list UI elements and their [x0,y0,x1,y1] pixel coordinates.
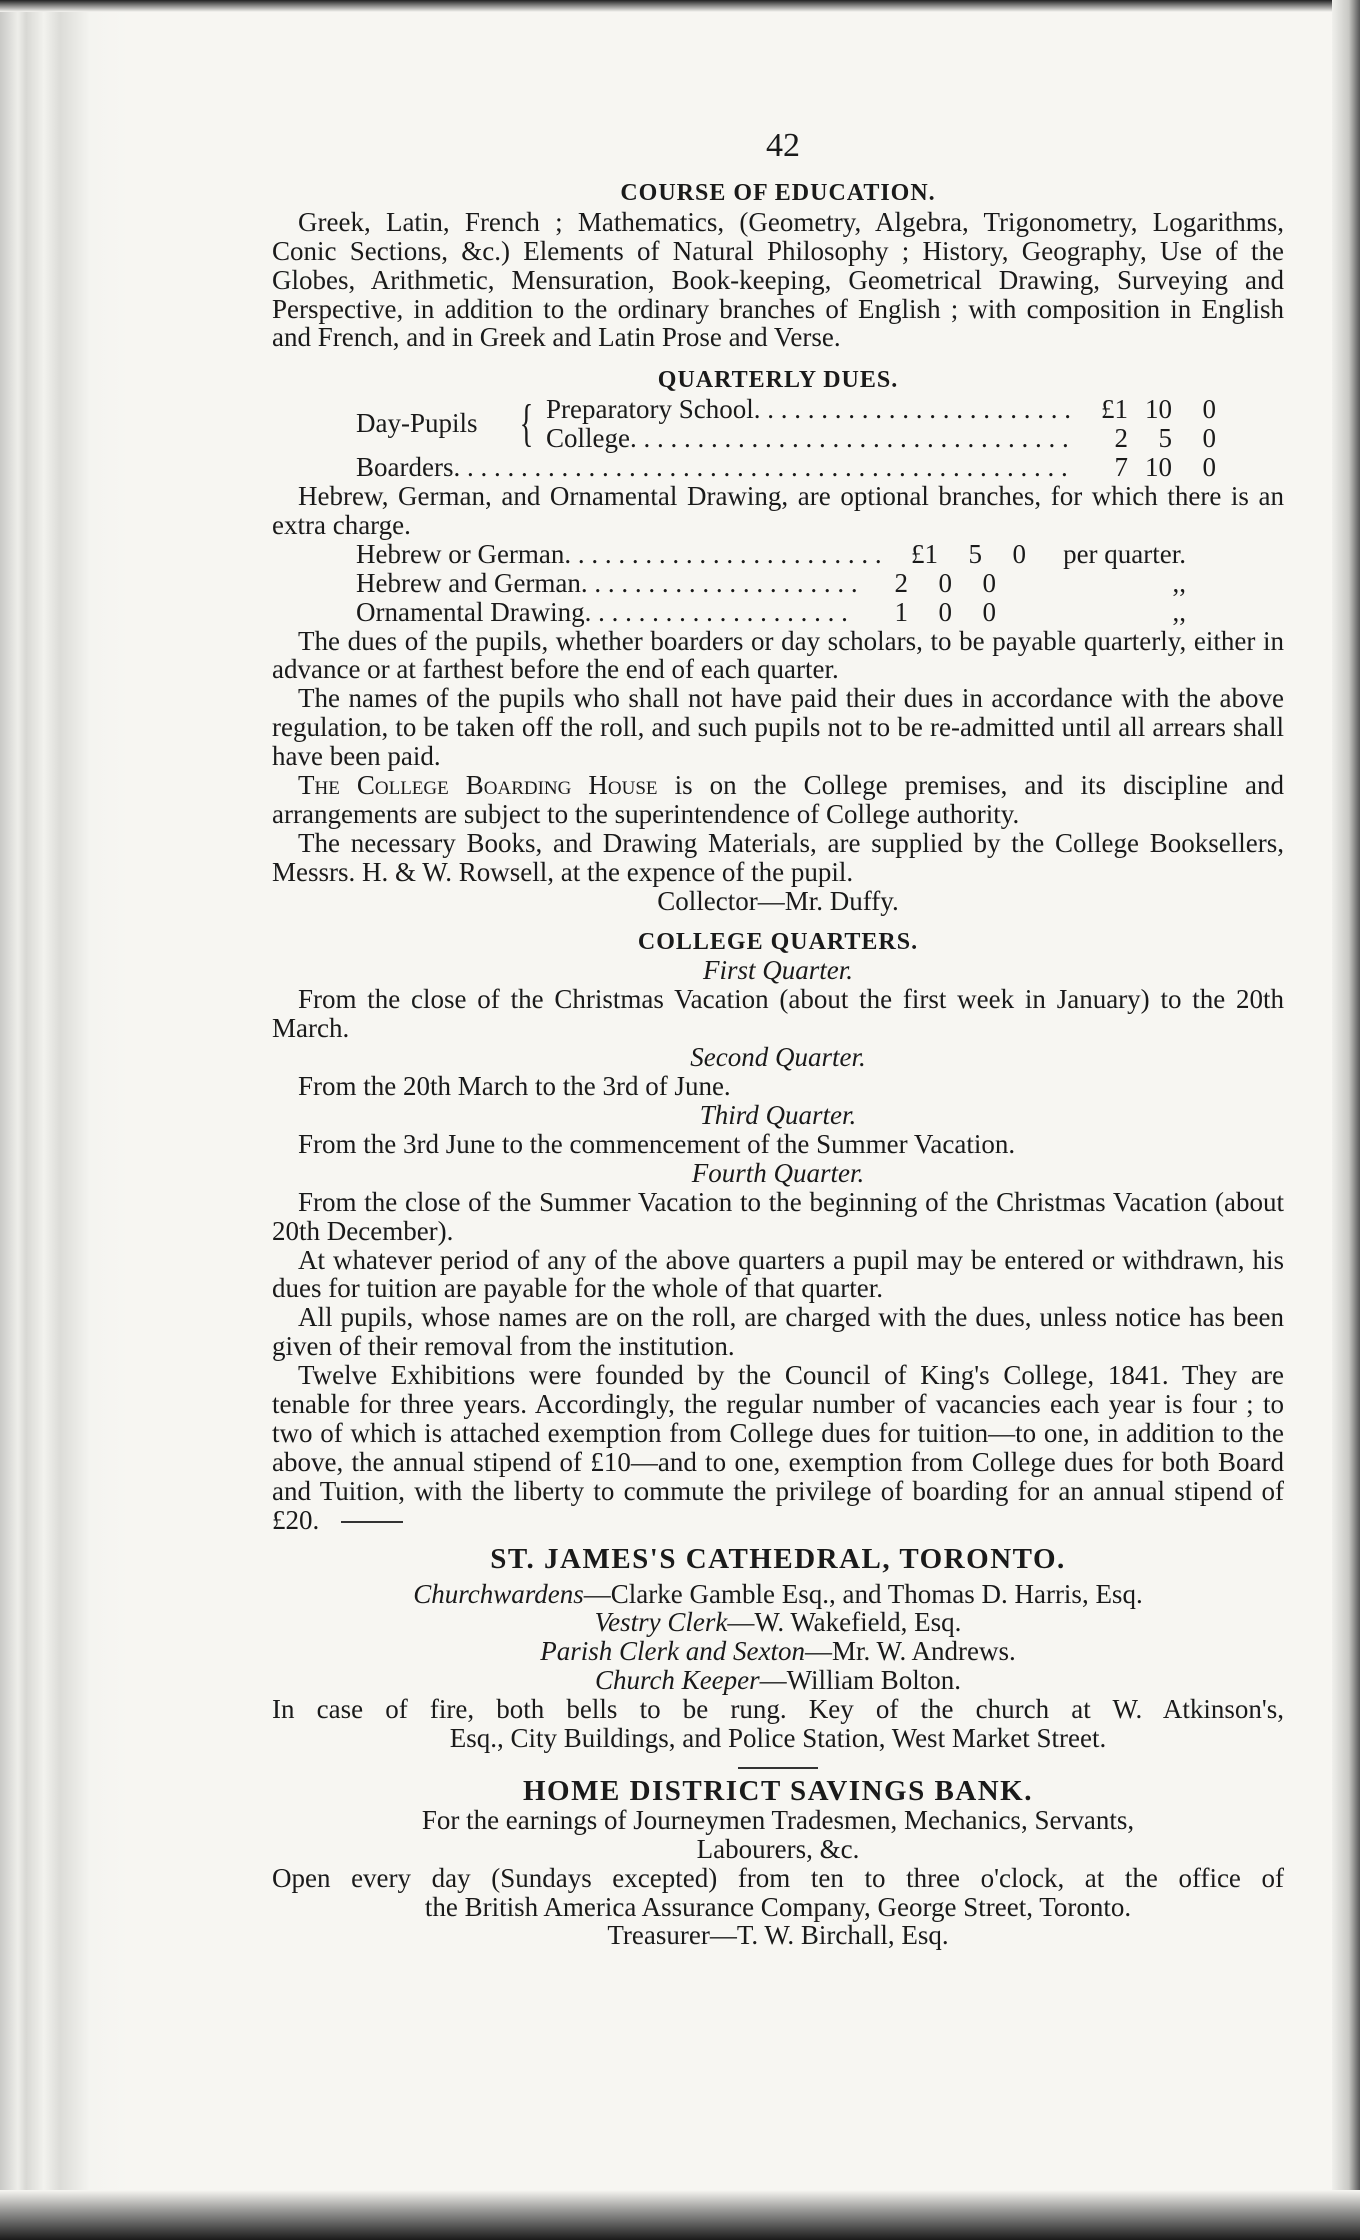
fire-notice: In case of fire, both bells to be rung. Key of the church at W. Atkinson's, [272,1694,1284,1725]
optional-fee-row [356,569,1186,598]
cathedral-line: Parish Clerk and Sexton—Mr. W. Andrews. [540,1636,1016,1667]
page-bottom-edge [0,2190,1360,2240]
quarter-text: From the 3rd June to the commencement of the Summer Vacation. [298,1128,1016,1159]
fire-notice-cont: Esq., City Buildings, and Police Station, West Market Street. [449,1723,1107,1754]
collector-line: Collector—Mr. Duffy. [657,885,899,916]
fee-pounds: 1 [894,596,908,627]
quarter-title: Third Quarter. [699,1100,857,1130]
cathedral-line: Church Keeper—William Bolton. [594,1665,962,1696]
optional-fees [356,540,1186,627]
page-right-edge [1332,0,1360,2240]
bank-line: For the earnings of Journeymen Tradesmen, Mechanics, Servants, [421,1804,1135,1835]
section-divider [341,1521,403,1523]
page-number: 42 [766,127,800,164]
day-pupils-label: Day-Pupils [356,408,478,439]
quarters-entry-text: At whatever period of any of the above quarters a pupil may be entered or withdrawn, his dues for tuition are payable for the whole of that quarter. [272,1244,1284,1304]
boarding-house-text: The College Boarding House is on the College premises, and its discipline and arrangements are subject to the superintendence of College authority. [272,770,1284,829]
bank-line: Labourers, &c. [696,1833,860,1864]
page-top-edge [0,0,1360,12]
fee-shillings: 5 [968,538,982,569]
dues-payment-text: The dues of the pupils, whether boarders or day scholars, to be payable quarterly, either in advance or at farthest before the end of each quarter. [272,625,1284,685]
fee-pounds: 2 [1114,423,1128,454]
section-divider [738,1767,818,1769]
quarter-title: First Quarter. [702,955,854,986]
fee-period: ,, [1172,596,1186,627]
bank-line: the British America Assurance Company, George Street, Toronto. [424,1891,1132,1922]
quarters-heading: COLLEGE QUARTERS. [637,928,919,955]
fee-period: per quarter. [1063,538,1186,569]
fee-shillings: 0 [938,596,952,627]
boarding-house-label: The College Boarding House [298,770,658,801]
fee-label: Hebrew and German [356,567,581,598]
books-text: The necessary Books, and Drawing Materials, are supplied by the College Booksellers, Messrs. H. & W. Rowsell, at the expence of the pupil. [272,827,1284,887]
fee-pounds: 2 [894,567,908,598]
cathedral-line: Vestry Clerk—W. Wakefield, Esq. [594,1607,962,1638]
course-text: Greek, Latin, French ; Mathematics, (Geometry, Algebra, Trigonometry, Logarithms, Conic Sections, &c.) Elements of Natural Philosophy ; History, Geography, Use of the Globes, Arithmetic, Mensuration, Book-keeping, Geometrical Drawing, Surveying and Perspective, in addition to the ordinary branches of English ; with composition in English and French, and in Greek and Latin Prose and Verse. [272,206,1284,353]
fee-label: Ornamental Drawing [356,596,585,627]
fee-label: Preparatory School [546,394,754,425]
page-content [272,127,1284,1951]
book-spine [0,0,130,2240]
fee-label: Hebrew or German [356,538,565,569]
fee-label: College [546,423,630,454]
fee-shillings: 10 [1145,394,1172,425]
day-pupils-block [356,395,1216,482]
bank-line: Open every day (Sundays excepted) from ten to three o'clock, at the office of [272,1862,1284,1893]
optional-fee-row [356,598,1186,627]
dues-heading: QUARTERLY DUES. [657,367,899,394]
fee-row-boarders [356,453,1216,482]
quarter-text: From the close of the Summer Vacation to the beginning of the Christmas Vacation (about 20th December). [272,1186,1284,1246]
course-heading: COURSE OF EDUCATION. [620,179,936,206]
quarter-title: Second Quarter. [690,1042,866,1073]
fee-pence: 0 [1202,394,1216,425]
fee-shillings: 5 [1158,423,1172,454]
cathedral-heading: ST. JAMES'S CATHEDRAL, TORONTO. [490,1542,1066,1575]
fee-label: Boarders [356,452,454,483]
quarters-roll-text: All pupils, whose names are on the roll, are charged with the dues, unless notice has been given of their removal from the institution. [272,1302,1284,1362]
fee-pounds: 7 [1114,452,1128,483]
quarter-title: Fourth Quarter. [691,1157,865,1188]
fee-pence: 0 [1202,423,1216,454]
fee-pounds: £1 [1101,394,1128,425]
fee-shillings: 0 [938,567,952,598]
bank-treasurer: Treasurer—T. W. Birchall, Esq. [607,1920,949,1951]
optional-branches-text: Hebrew, German, and Ornamental Drawing, are optional branches, for which there is an extra charge. [272,480,1284,540]
fee-shillings: 10 [1145,452,1172,483]
fee-period: ,, [1172,567,1186,598]
fee-pence: 0 [982,596,996,627]
quarter-text: From the close of the Christmas Vacation (about the first week in January) to the 20th March. [272,984,1284,1044]
dues-arrears-text: The names of the pupils who shall not have paid their dues in accordance with the above regulation, to be taken off the roll, and such pupils not to be re-admitted until all arrears shall have been paid. [272,683,1284,772]
quarter-text: From the 20th March to the 3rd of June. [298,1071,731,1102]
fee-row-preparatory [546,395,1216,424]
fee-pence: 0 [982,567,996,598]
brace-icon: { [519,395,534,453]
fee-pence: 0 [1202,452,1216,483]
fee-pounds: £1 [911,538,938,569]
fee-row-college [546,424,1216,453]
cathedral-line: Churchwardens—Clarke Gamble Esq., and Thomas D. Harris, Esq. [413,1578,1143,1609]
bank-heading: HOME DISTRICT SAVINGS BANK. [523,1774,1033,1807]
exhibitions-text: Twelve Exhibitions were founded by the Council of King's College, 1841. They are tenable for three years. Accordingly, the regular number of vacancies each year is four ; to two of which is attached exemption from College dues for tuition—to one, in addition to the above, the annual stipend of £10—and to one, exemption from College dues for both Board and Tuition, with the liberty to commute the privilege of boarding for an annual stipend of £20. [272,1360,1284,1535]
optional-fee-row [356,540,1186,569]
fee-pence: 0 [1012,538,1026,569]
